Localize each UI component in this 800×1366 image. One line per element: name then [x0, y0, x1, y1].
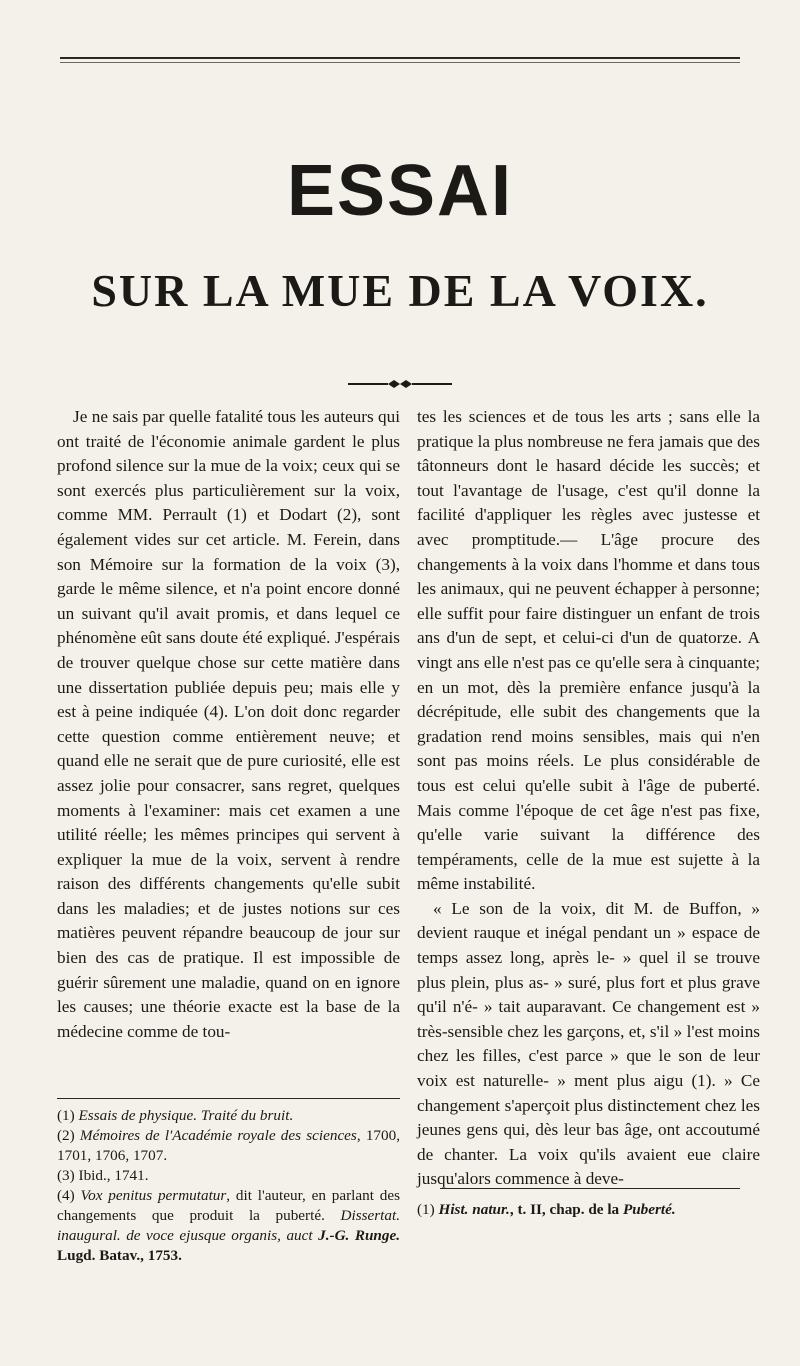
header-rule-thin	[60, 62, 740, 63]
page-subtitle: SUR LA MUE DE LA VOIX.	[91, 265, 709, 316]
ornament-divider	[348, 379, 452, 389]
page-title: ESSAI	[286, 151, 514, 231]
header-rule-thick	[60, 57, 740, 59]
footnote-left-2: (2) Mémoires de l'Académie royale des sciences, 1700, 1701, 1706, 1707.	[57, 1127, 401, 1164]
footnote-left-1: (1) Essais de physique. Traité du bruit.	[57, 1107, 294, 1124]
footnotes-left	[57, 1106, 400, 1266]
footnote-rule-left	[57, 1098, 400, 1099]
footnotes-right	[417, 1200, 760, 1220]
footnote-left-3: (3) Ibid., 1741.	[57, 1167, 149, 1184]
right-column-paragraph-1: tes les sciences et de tous les arts ; sans elle la pratique la plus nombreuse ne fera jamais que des tâtonneurs dont le hasard décide les succès; et tout l'avantage de l'usage, c'est qu'il donne la facilité d'appliquer les règles avec justesse et avec promptitude.— L'âge procure des changements à la voix dans l'homme et dans tous les animaux, qui ne peuvent échapper à personne; elle suffit pour faire distinguer un enfant de trois ans d'un de sept, et celui-ci d'un de quatorze. A vingt ans elle n'est pas ce qu'elle sera à cinquante; en un mot, dès la première enfance jusqu'à la décrépitude, elle subit des changements que la gradation rend moins sensibles, mais qui n'en sont pas moins réels. Le plus considérable de tous est celui qu'elle subit à l'âge de puberté. Mais comme l'époque de cet âge n'est pas fixe, qu'elle varie suivant la différence des tempéraments, celle de la mue est sujette à la même instabilité.	[417, 407, 760, 894]
footnote-right-1: (1) Hist. natur., t. II, chap. de la Puberté.	[417, 1201, 676, 1218]
right-column	[417, 405, 760, 1192]
footnote-rule-right	[440, 1188, 740, 1189]
right-column-paragraph-2: « Le son de la voix, dit M. de Buffon, » devient rauque et inégal pendant un » espace de temps assez long, après le- » quel il se trouve plus plein, plus as- » suré, plus fort et plus grave qu'il n'é- » tait auparavant. Ce changement est » très-sensible chez les garçons, et, s'il » l'est moins chez les filles, c'est parce » que le son de leur voix est naturelle- » ment plus aigu (1). » Ce changement s'aperçoit plus distinctement chez les jeunes gens qui, dès leur bas âge, ont accoutumé de chanter. La voix qu'ils avaient eue claire jusqu'alors commence à deve-	[417, 898, 760, 1189]
footnote-left-4: (4) Vox penitus permutatur, dit l'auteur, en parlant des changements que produit la puberté. Dissertat. inaugural. de voce ejusque organis, auct J.-G. Runge. Lugd. Batav., 1753.	[57, 1187, 401, 1264]
left-column-paragraph: Je ne sais par quelle fatalité tous les auteurs qui ont traité de l'économie animale gardent le plus profond silence sur la mue de la voix; ceux qui se sont exercés plus particulièrement sur la voix, comme MM. Perrault (1) et Dodart (2), sont également vides sur cet article. M. Ferein, dans son Mémoire sur la formation de la voix (3), garde le même silence, et n'a point encore donné un suivant qu'il avait promis, et dans lequel ce phénomène eût sans doute été expliqué. J'espérais de trouver quelque chose sur cette matière dans une dissertation publiée depuis peu; mais elle y est à peine indiquée (4). L'on doit donc regarder cette question comme entièrement neuve; et quand elle ne serait que de pure curiosité, elle est assez jolie pour consacrer, sans regret, quelques moments à l'examiner: mais cet examen a une utilité réelle; les mêmes principes qui servent à expliquer la mue de la voix, servent à rendre raison des différents changements qu'elle subit dans les maladies; et de justes notions sur ces matières peuvent répandre beaucoup de jour sur bien des cas de pratique. Il est impossible de guérir sûrement une maladie, quand on en ignore les causes; une théorie exacte est la base de la médecine comme de tou-	[57, 407, 400, 1041]
left-column	[57, 405, 400, 1044]
